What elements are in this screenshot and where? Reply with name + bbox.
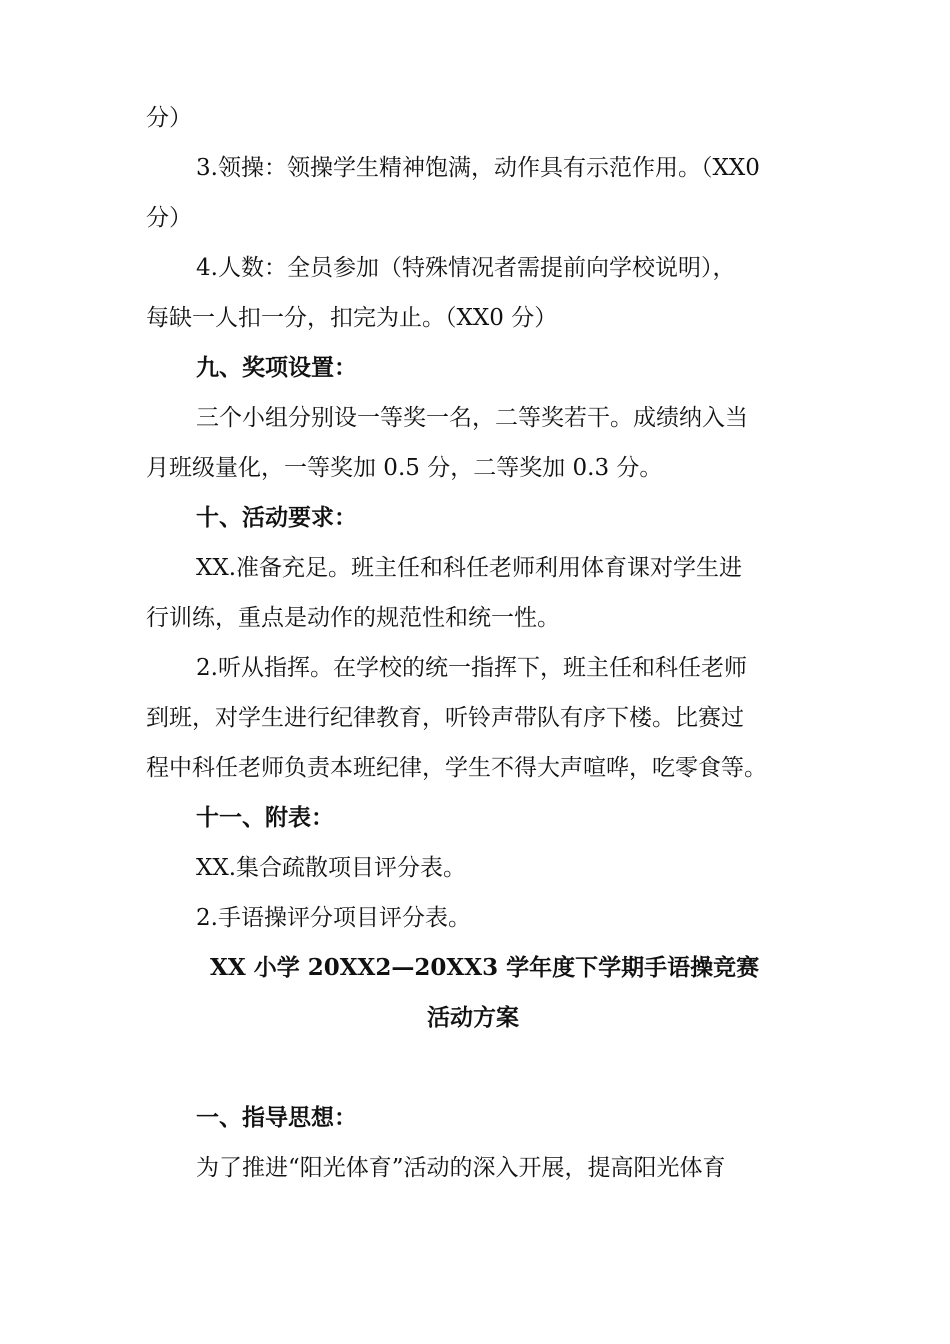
text-line: 月班级量化，一等奖加 0.5 分，二等奖加 0.3 分。 <box>146 455 663 481</box>
text-line: 分） <box>146 205 192 231</box>
document-subtitle: 活动方案 <box>427 1004 519 1031</box>
text-line: 为了推进“阳光体育”活动的深入开展，提高阳光体育 <box>196 1155 726 1181</box>
section-heading: 九、奖项设置： <box>196 354 357 381</box>
text-line: 分） <box>146 105 192 131</box>
text-line: XX.集合疏散项目评分表。 <box>196 855 467 881</box>
document-title: XX 小学 20XX2—20XX3 学年度下学期手语操竞赛 <box>210 954 760 981</box>
text-line: 4.人数：全员参加（特殊情况者需提前向学校说明）， <box>196 255 736 281</box>
text-line: 2.手语操评分项目评分表。 <box>196 905 471 931</box>
text-line: XX.准备充足。班主任和科任老师利用体育课对学生进 <box>196 555 743 581</box>
text-line: 程中科任老师负责本班纪律，学生不得大声喧哗，吃零食等。 <box>146 755 767 781</box>
text-line: 2.听从指挥。在学校的统一指挥下，班主任和科任老师 <box>196 655 747 681</box>
text-line: 行训练，重点是动作的规范性和统一性。 <box>146 605 560 631</box>
section-heading: 十、活动要求： <box>196 504 357 531</box>
text-line: 到班，对学生进行纪律教育，听铃声带队有序下楼。比赛过 <box>146 705 744 731</box>
section-heading: 一、指导思想： <box>196 1104 357 1131</box>
text-line: 3.领操：领操学生精神饱满，动作具有示范作用。（XX0 <box>196 155 760 181</box>
section-heading: 十一、附表： <box>196 804 334 831</box>
text-line: 每缺一人扣一分，扣完为止。（XX0 分） <box>146 305 558 331</box>
text-line: 三个小组分别设一等奖一名，二等奖若干。成绩纳入当 <box>196 405 748 431</box>
